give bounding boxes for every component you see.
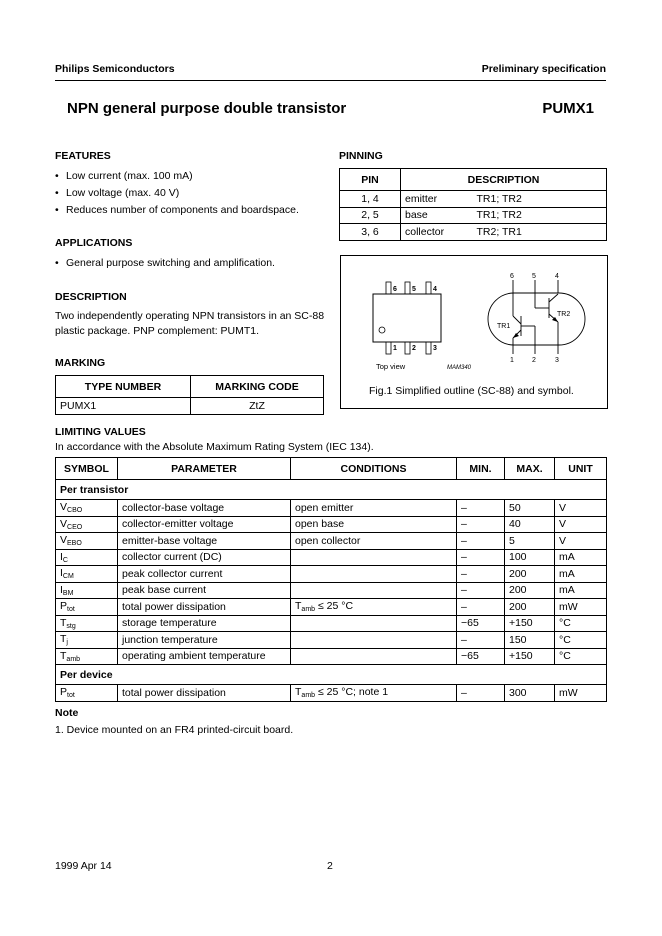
unit: mA — [555, 582, 607, 599]
condition — [291, 632, 457, 649]
condition — [291, 582, 457, 599]
pin-number: 3, 6 — [340, 224, 401, 241]
parameter: collector-base voltage — [118, 500, 291, 517]
condition — [291, 685, 457, 702]
condition — [291, 566, 457, 583]
parameter: total power dissipation — [118, 599, 291, 616]
table-row — [56, 566, 607, 583]
pin-label: 1 — [393, 345, 397, 352]
marking-col-type: TYPE NUMBER — [56, 376, 191, 398]
pin-label: 6 — [393, 286, 397, 293]
pin-transistor: TR2; TR1 — [473, 224, 607, 241]
symbol-sub: EBO — [67, 540, 82, 548]
parameter: emitter-base voltage — [118, 533, 291, 550]
max: 150 — [505, 632, 555, 649]
min: – — [457, 599, 505, 616]
symbol-sub: BM — [62, 589, 74, 597]
description-heading: DESCRIPTION — [55, 291, 127, 303]
table-row — [56, 549, 607, 566]
symbol-sub: CM — [62, 573, 74, 581]
symbol: V — [60, 517, 68, 530]
parameter: operating ambient temperature — [118, 648, 291, 665]
max: 200 — [505, 582, 555, 599]
symbol-pin-label: 1 — [510, 357, 514, 364]
max: 50 — [505, 500, 555, 517]
description-text: Two independently operating NPN transistors in an SC-88 plastic package. PNP complement: PUMT1. — [55, 310, 325, 337]
pin-col-header: PIN — [340, 169, 401, 191]
parameter: storage temperature — [118, 615, 291, 632]
limiting-subtitle: In accordance with the Absolute Maximum Rating System (IEC 134). — [55, 441, 374, 453]
col-unit: UNIT — [555, 458, 607, 480]
group-per-transistor: Per transistor — [56, 480, 607, 500]
min: – — [457, 549, 505, 566]
transistor-symbol — [488, 280, 585, 354]
condition-sub: amb — [301, 692, 316, 700]
top-view-label: Top view — [376, 362, 406, 371]
max: 200 — [505, 599, 555, 616]
condition-symbol: T — [295, 686, 302, 699]
pin-transistor: TR1; TR2 — [473, 207, 607, 224]
pinning-table — [339, 168, 607, 241]
unit: mA — [555, 549, 607, 566]
max: 300 — [505, 685, 555, 702]
condition: open emitter — [291, 500, 457, 517]
package-outline — [373, 282, 441, 354]
min: – — [457, 516, 505, 533]
table-row — [340, 224, 607, 241]
condition — [291, 599, 457, 616]
unit: mW — [555, 599, 607, 616]
condition — [291, 648, 457, 665]
features-list — [55, 168, 335, 219]
min: – — [457, 566, 505, 583]
min: – — [457, 685, 505, 702]
symbol-sub: tot — [67, 692, 75, 700]
symbol: V — [60, 501, 68, 514]
symbol-sub: C — [62, 556, 68, 564]
part-number: PUMX1 — [542, 100, 594, 117]
parameter: collector-emitter voltage — [118, 516, 291, 533]
max: +150 — [505, 615, 555, 632]
page-title: NPN general purpose double transistor — [67, 100, 347, 117]
table-row — [340, 191, 607, 208]
document-status: Preliminary specification — [481, 63, 606, 75]
unit: V — [555, 500, 607, 517]
condition — [291, 615, 457, 632]
col-max: MAX. — [505, 458, 555, 480]
company-name: Philips Semiconductors — [55, 63, 175, 75]
symbol: V — [60, 534, 68, 547]
group-per-device: Per device — [56, 665, 607, 685]
condition: open collector — [291, 533, 457, 550]
unit: °C — [555, 632, 607, 649]
pinning-heading: PINNING — [339, 150, 383, 162]
header-rule — [55, 80, 606, 81]
features-heading: FEATURES — [55, 150, 111, 162]
pin-name: emitter — [401, 191, 473, 208]
symbol-pin-label: 5 — [532, 273, 536, 280]
emitter-arrows — [513, 317, 558, 338]
figure-caption: Fig.1 Simplified outline (SC-88) and symbol. — [369, 385, 574, 397]
pin-name: collector — [401, 224, 473, 241]
symbol: T — [60, 616, 67, 629]
table-row — [56, 648, 607, 665]
page-number: 2 — [327, 860, 333, 872]
parameter: collector current (DC) — [118, 549, 291, 566]
unit: °C — [555, 648, 607, 665]
applications-list — [55, 255, 335, 272]
col-symbol: SYMBOL — [56, 458, 118, 480]
table-row — [56, 632, 607, 649]
condition-rest: ≤ 25 °C — [315, 600, 354, 613]
figure-code: MAM340 — [447, 365, 472, 371]
note-heading: Note — [55, 707, 79, 719]
pin-label: 2 — [412, 345, 416, 352]
tr1-label: TR1 — [497, 323, 511, 330]
feature-item: • Reduces number of components and boardspace. — [55, 202, 335, 219]
limiting-heading: LIMITING VALUES — [55, 426, 146, 438]
symbol: I — [60, 550, 63, 563]
pin-number: 2, 5 — [340, 207, 401, 224]
figure-box — [340, 255, 608, 409]
pin-name: base — [401, 207, 473, 224]
symbol: T — [60, 649, 67, 662]
symbol-sub: CEO — [67, 523, 83, 531]
unit: V — [555, 533, 607, 550]
table-row — [56, 533, 607, 550]
pin-transistor: TR1; TR2 — [473, 191, 607, 208]
min: −65 — [457, 648, 505, 665]
col-conditions: CONDITIONS — [291, 458, 457, 480]
table-row — [56, 516, 607, 533]
min: – — [457, 582, 505, 599]
unit: V — [555, 516, 607, 533]
min: – — [457, 632, 505, 649]
max: 5 — [505, 533, 555, 550]
parameter: junction temperature — [118, 632, 291, 649]
pin-label: 3 — [433, 345, 437, 352]
symbol: P — [60, 600, 68, 613]
marking-type: PUMX1 — [56, 398, 191, 415]
symbol: I — [60, 567, 63, 580]
condition-rest: ≤ 25 °C; note 1 — [315, 686, 389, 699]
table-row — [56, 582, 607, 599]
condition: open base — [291, 516, 457, 533]
table-row — [56, 615, 607, 632]
col-min: MIN. — [457, 458, 505, 480]
feature-item: • Low current (max. 100 mA) — [55, 168, 335, 185]
desc-col-header: DESCRIPTION — [401, 169, 607, 191]
symbol-pin-label: 3 — [555, 357, 559, 364]
marking-table — [55, 375, 324, 415]
parameter: peak collector current — [118, 566, 291, 583]
parameter: total power dissipation — [118, 685, 291, 702]
symbol-pin-label: 6 — [510, 273, 514, 280]
min: −65 — [457, 615, 505, 632]
table-row — [340, 207, 607, 224]
unit: mA — [555, 566, 607, 583]
table-row — [56, 500, 607, 517]
symbol: I — [60, 583, 63, 596]
limiting-values-table — [55, 457, 607, 702]
unit: °C — [555, 615, 607, 632]
symbol-sub: amb — [66, 655, 81, 663]
col-parameter: PARAMETER — [118, 458, 291, 480]
symbol-sub: CBO — [67, 507, 83, 515]
note-text: 1. Device mounted on an FR4 printed-circuit board. — [55, 724, 294, 736]
pin-label: 5 — [412, 286, 416, 293]
marking-heading: MARKING — [55, 357, 106, 369]
max: 100 — [505, 549, 555, 566]
symbol: P — [60, 686, 68, 699]
parameter: peak base current — [118, 582, 291, 599]
tr2-label: TR2 — [557, 311, 571, 318]
symbol-sub: stg — [66, 622, 76, 630]
symbol-pin-label: 2 — [532, 357, 536, 364]
application-item: • General purpose switching and amplification. — [55, 255, 335, 272]
table-row — [56, 599, 607, 616]
pin-number: 1, 4 — [340, 191, 401, 208]
feature-item: • Low voltage (max. 40 V) — [55, 185, 335, 202]
max: 40 — [505, 516, 555, 533]
table-row — [56, 685, 607, 702]
unit: mW — [555, 685, 607, 702]
table-header-row — [56, 458, 607, 480]
condition-sub: amb — [301, 606, 316, 614]
condition — [291, 549, 457, 566]
min: – — [457, 500, 505, 517]
max: +150 — [505, 648, 555, 665]
symbol-sub: j — [66, 639, 68, 647]
pin-label: 4 — [433, 286, 437, 293]
footer-date: 1999 Apr 14 — [55, 860, 112, 872]
symbol-pin-label: 4 — [555, 273, 559, 280]
marking-col-code: MARKING CODE — [191, 376, 324, 398]
max: 200 — [505, 566, 555, 583]
symbol: T — [60, 633, 67, 646]
min: – — [457, 533, 505, 550]
marking-code: ZtZ — [191, 398, 324, 415]
applications-heading: APPLICATIONS — [55, 237, 133, 249]
condition-symbol: T — [295, 600, 302, 613]
symbol-sub: tot — [67, 606, 75, 614]
